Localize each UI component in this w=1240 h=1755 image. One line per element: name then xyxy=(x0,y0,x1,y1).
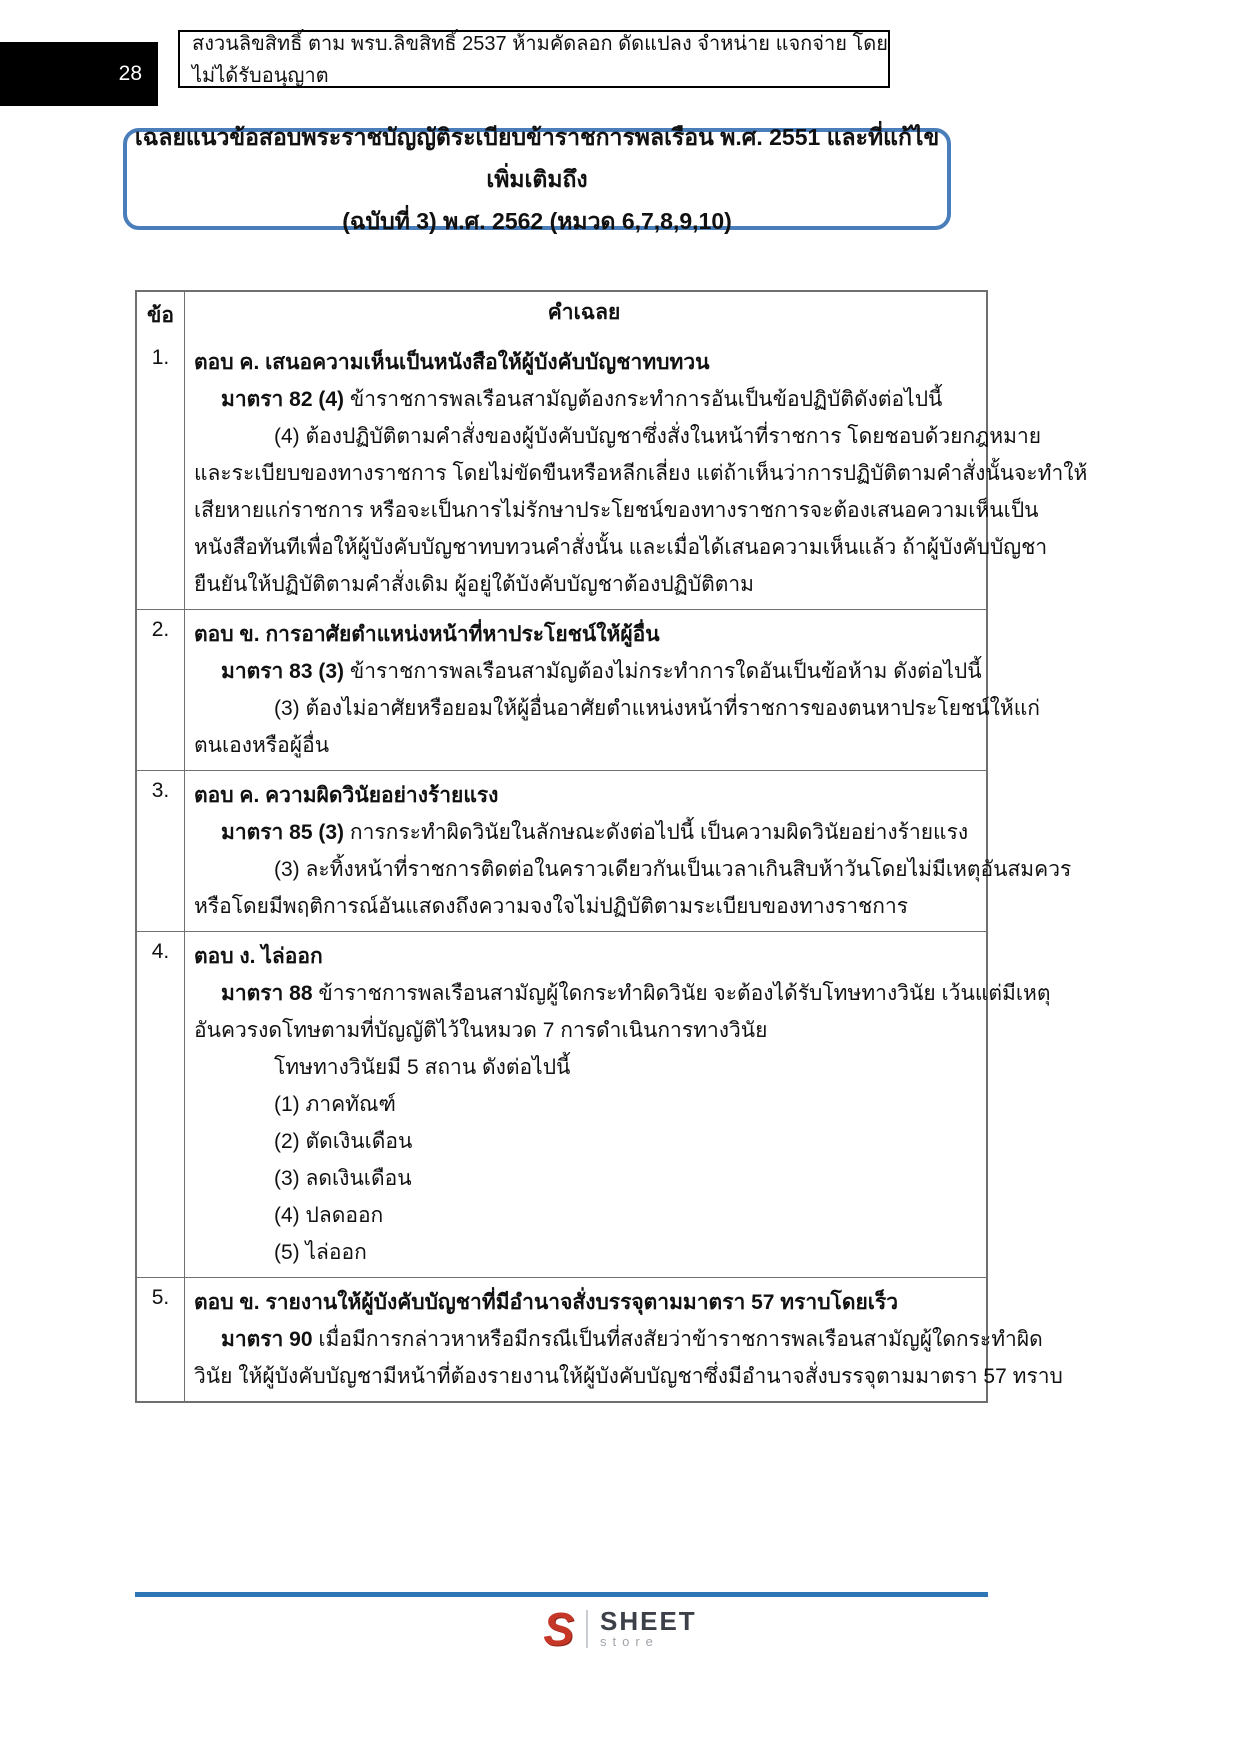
answer-line: อันควรงดโทษตามที่บัญญัติไว้ในหมวด 7 การดำเนินการทางวินัย xyxy=(194,1019,768,1042)
answer-line: ตอบ ข. รายงานให้ผู้บังคับบัญชาที่มีอำนาจสั่งบรรจุตามมาตรา 57 ทราบโดยเร็ว xyxy=(194,1291,899,1314)
answer-line: วินัย ให้ผู้บังคับบัญชามีหน้าที่ต้องรายงานให้ผู้บังคับบัญชาซึ่งมีอำนาจสั่งบรรจุตามมาตรา 57 ทราบ xyxy=(194,1365,1063,1388)
answer-line: มาตรา 82 (4) ข้าราชการพลเรือนสามัญต้องกระทำการอันเป็นข้อปฏิบัติดังต่อไปนี้ xyxy=(221,388,943,411)
answer-line: (3) ต้องไม่อาศัยหรือยอมให้ผู้อื่นอาศัยตำแหน่งหน้าที่ราชการของตนหาประโยชน์ให้แก่ xyxy=(274,697,1040,720)
copyright-notice: สงวนลิขสิทธิ์ ตาม พรบ.ลิขสิทธิ์ 2537 ห้ามคัดลอก ดัดแปลง จำหน่าย แจกจ่าย โดยไม่ได้รับอนุญาต xyxy=(192,33,888,87)
answer-line: (3) ละทิ้งหน้าที่ราชการติดต่อในคราวเดียวกันเป็นเวลาเกินสิบห้าวันโดยไม่มีเหตุอันสมควร xyxy=(274,858,1072,881)
answer-line: หนังสือทันทีเพื่อให้ผู้บังคับบัญชาทบทวนคำสั่งนั้น และเมื่อได้เสนอความเห็นแล้ว ถ้าผู้บังคับบัญชา xyxy=(194,536,1048,559)
header-number: ข้อ xyxy=(137,292,185,338)
answer-line: ยืนยันให้ปฏิบัติตามคำสั่งเดิม ผู้อยู่ใต้บังคับบัญชาต้องปฏิบัติตาม xyxy=(194,573,755,596)
answer-line: มาตรา 90 เมื่อมีการกล่าวหาหรือมีกรณีเป็นที่สงสัยว่าข้าราชการพลเรือนสามัญผู้ใดกระทำผิด xyxy=(221,1328,1043,1351)
row-number: 4. xyxy=(137,932,185,1277)
answer-line: หรือโดยมีพฤติการณ์อันแสดงถึงความจงใจไม่ปฏิบัติตามระเบียบของทางราชการ xyxy=(194,895,909,918)
answer-line: มาตรา 83 (3) ข้าราชการพลเรือนสามัญต้องไม่กระทำการใดอันเป็นข้อห้าม ดังต่อไปนี้ xyxy=(221,660,982,683)
row-answer xyxy=(185,338,1099,609)
row-number: 2. xyxy=(137,610,185,770)
table-header-row xyxy=(137,292,986,338)
answer-line: (5) ไล่ออก xyxy=(274,1241,367,1264)
row-number: 3. xyxy=(137,771,185,931)
row-answer xyxy=(185,771,1083,931)
answer-line: เสียหายแก่ราชการ หรือจะเป็นการไม่รักษาประโยชน์ของทางราชการจะต้องเสนอความเห็นเป็น xyxy=(194,499,1039,522)
brand-divider xyxy=(586,1610,588,1648)
table-row xyxy=(137,770,1072,931)
answer-line: (4) ต้องปฏิบัติตามคำสั่งของผู้บังคับบัญชาซึ่งสั่งในหน้าที่ราชการ โดยชอบด้วยกฎหมาย xyxy=(274,425,1042,448)
row-number: 1. xyxy=(137,338,185,609)
row-answer xyxy=(185,610,1052,770)
answer-line: และระเบียบของทางราชการ โดยไม่ขัดขืนหรือหลีกเลี่ยง แต่ถ้าเห็นว่าการปฏิบัติตามคำสั่งนั้นจะทำให้ xyxy=(194,462,1088,485)
page-number: 28 xyxy=(118,62,142,85)
answer-table-body xyxy=(137,338,1088,1401)
document-title-box xyxy=(123,124,951,234)
footer-accent-line xyxy=(135,1592,988,1597)
answer-line: (2) ตัดเงินเดือน xyxy=(274,1130,413,1153)
answer-line: (3) ลดเงินเดือน xyxy=(274,1167,412,1190)
answer-line: มาตรา 88 ข้าราชการพลเรือนสามัญผู้ใดกระทำผิดวินัย จะต้องได้รับโทษทางวินัย เว้นแต่มีเหตุ xyxy=(221,982,1051,1005)
row-answer xyxy=(185,1278,1075,1401)
sheet-store-logo-icon: S xyxy=(543,1603,574,1655)
brand-subtitle: store xyxy=(600,1634,659,1649)
row-answer xyxy=(185,932,1063,1277)
table-row xyxy=(137,338,1088,609)
answer-line: ตอบ ค. ความผิดวินัยอย่างร้ายแรง xyxy=(194,784,499,807)
brand-text xyxy=(600,1608,697,1650)
answer-line: ตอบ ค. เสนอความเห็นเป็นหนังสือให้ผู้บังคับบัญชาทบทวน xyxy=(194,351,710,374)
row-number: 5. xyxy=(137,1278,185,1401)
table-row xyxy=(137,1277,1063,1401)
title-line-1: เฉลยแนวข้อสอบพระราชบัญญัติระเบียบข้าราชการพลเรือน พ.ศ. 2551 และที่แก้ไขเพิ่มเติมถึง xyxy=(134,124,940,192)
brand-footer xyxy=(0,1603,1240,1655)
copyright-notice-box xyxy=(178,30,890,88)
answer-line: (1) ภาคทัณฑ์ xyxy=(274,1093,396,1116)
answer-table xyxy=(135,290,1088,1403)
answer-line: โทษทางวินัยมี 5 สถาน ดังต่อไปนี้ xyxy=(274,1056,571,1079)
answer-line: ตนเองหรือผู้อื่น xyxy=(194,734,330,757)
brand-name: SHEET xyxy=(600,1606,697,1636)
title-line-2: (ฉบับที่ 3) พ.ศ. 2562 (หมวด 6,7,8,9,10) xyxy=(342,208,732,234)
page-number-box xyxy=(0,42,158,106)
answer-line: มาตรา 85 (3) การกระทำผิดวินัยในลักษณะดังต่อไปนี้ เป็นความผิดวินัยอย่างร้ายแรง xyxy=(221,821,969,844)
table-row xyxy=(137,931,1051,1277)
answer-line: ตอบ ข. การอาศัยตำแหน่งหน้าที่หาประโยชน์ให้ผู้อื่น xyxy=(194,623,660,646)
answer-line: (4) ปลดออก xyxy=(274,1204,384,1227)
answer-line: ตอบ ง. ไล่ออก xyxy=(194,945,323,968)
header-answer: คำเฉลย xyxy=(547,300,621,324)
table-row xyxy=(137,609,1040,770)
